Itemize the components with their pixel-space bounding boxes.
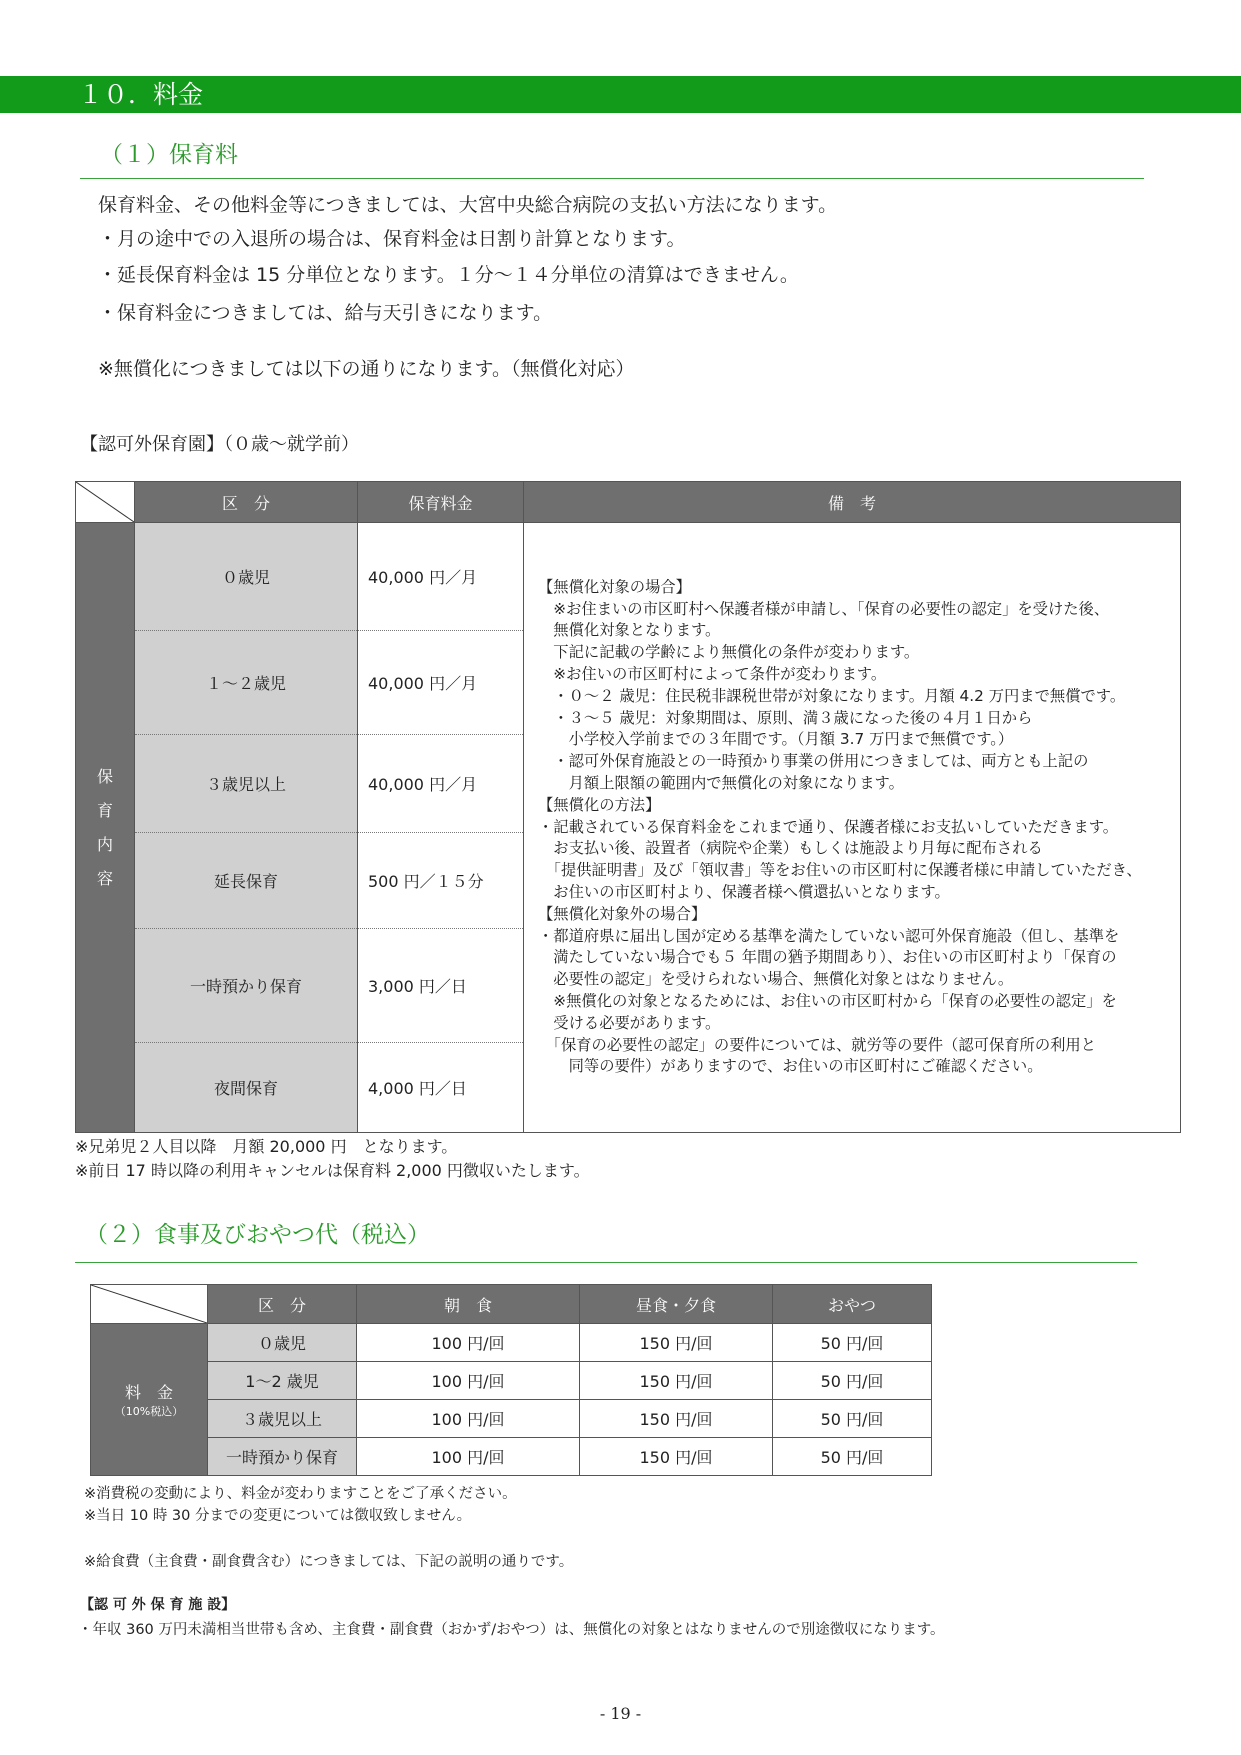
row-category: ３歳児以上 [135,735,358,833]
row-snack: 50 円/回 [773,1362,932,1400]
bullet-3: ・保育料金につきましては、給与天引きになります。 [98,302,553,324]
tax-note: ※消費税の変動により、料金が変わりますことをご了承ください。 [84,1486,517,1502]
diagonal-cell [76,482,135,523]
row-category: １～２歳児 [135,631,358,735]
diagonal-line [91,1285,207,1323]
facility-note: ・年収 360 万円未満相当世帯も含め、主食費・副食費（おかず/おやつ）は、無償化の対象とはなりませんので別途徴収になります。 [78,1622,945,1638]
section-title: １０．料金 [78,80,204,109]
row-category: 一時預かり保育 [208,1438,357,1476]
header-snack: おやつ [773,1285,932,1324]
row-category: 延長保育 [135,833,358,929]
row-lunch: 150 円/回 [580,1400,773,1438]
cancel-note: ※前日 17 時以降の利用キャンセルは保育料 2,000 円徴収いたします。 [75,1161,590,1180]
side-label: 保 育 内 容 [76,523,135,1133]
sibling-note: ※兄弟児２人目以降 月額 20,000 円 となります。 [75,1137,458,1156]
row-fee: 4,000 円／日 [358,1043,524,1133]
row-category: ０歳児 [208,1324,357,1362]
row-category: 1～2 歳児 [208,1362,357,1400]
row-fee: 40,000 円／月 [358,523,524,631]
row-lunch: 150 円/回 [580,1324,773,1362]
divider [75,1262,1137,1263]
row-fee: 40,000 円／月 [358,631,524,735]
header-category: 区 分 [135,482,358,523]
row-breakfast: 100 円/回 [357,1362,580,1400]
section-header-bar [0,76,1241,113]
row-snack: 50 円/回 [773,1400,932,1438]
divider [80,178,1144,179]
meal-table [90,1284,932,1476]
row-category: 一時預かり保育 [135,929,358,1043]
row-snack: 50 円/回 [773,1324,932,1362]
header-breakfast: 朝 食 [357,1285,580,1324]
diagonal-cell [91,1285,208,1324]
subsection-title-fees: （１）保育料 [100,142,238,168]
facility-label: 【認 可 外 保 育 施 設】 [80,1597,236,1613]
page-number: - 19 - [599,1704,642,1723]
subsection-title-meals: （２）食事及びおやつ代（税込） [85,1222,430,1248]
row-breakfast: 100 円/回 [357,1438,580,1476]
header-remarks: 備 考 [524,482,1181,523]
row-lunch: 150 円/回 [580,1362,773,1400]
row-fee: 3,000 円／日 [358,929,524,1043]
side-label: 料 金 （10%税込） [91,1324,208,1476]
row-fee: 500 円／１５分 [358,833,524,929]
remarks-cell: 【無償化対象の場合】 ※お住まいの市区町村へ保護者様が申請し、「保育の必要性の認定」を受けた後、 無償化対象となります。 下記に記載の学齢により無償化の条件が変わります。 ※お住いの市区町村によって条件が変わります。 ・０～２ 歳児：住民税非課税世帯が対象になります。月額 4.2 万円まで無償です。 ・３～５ 歳児：対象期間は、原則、満３歳になった後の４月１日から 小学校入学前までの３年間です。（月額 3.7 万円まで無償です。） ・認可外保育施設との一時預かり事業の併用につきましては、両方とも上記の 月額上限額の範囲内で無償化の対象になります。 【無償化の方法】 ・記載されている保育料金をこれまで通り、保護者様にお支払いしていただきます。 お支払い後、設置者（病院や企業）もしくは施設より月毎に配布される 「提供証明書」及び「領収書」等をお住いの市区町村に保護者様に申請していただき、 お住いの市区町村より、保護者様へ償還払いとなります。 【無償化対象外の場合】 ・都道府県に届出し国が定める基準を満たしていない認可外保育施設（但し、基準を 満たしていない場合でも５ 年間の猶予期間あり）、お住いの市区町村より「保育の 必要性の認定」を受けられない場合、無償化対象とはなりません。 ※無償化の対象となるためには、お住いの市区町村から「保育の必要性の認定」を 受ける必要があります。 「保育の必要性の認定」の要件については、就労等の要件（認可保育所の利用と 同等の要件）がありますので、お住いの市区町村にご確認ください。 [524,523,1181,1133]
header-fee: 保育料金 [358,482,524,523]
row-category: ０歳児 [135,523,358,631]
row-fee: 40,000 円／月 [358,735,524,833]
meal-cost-note: ※給食費（主食費・副食費含む）につきましては、下記の説明の通りです。 [84,1554,574,1570]
row-breakfast: 100 円/回 [357,1324,580,1362]
row-breakfast: 100 円/回 [357,1400,580,1438]
row-lunch: 150 円/回 [580,1438,773,1476]
intro-text: 保育料金、その他料金等につきましては、大宮中央総合病院の支払い方法になります。 [98,194,838,216]
bullet-1: ・月の途中での入退所の場合は、保育料金は日割り計算となります。 [98,228,686,250]
bullet-2: ・延長保育料金は 15 分単位となります。１分～１４分単位の清算はできません。 [98,264,799,286]
diagonal-line [76,482,134,522]
free-note: ※無償化につきましては以下の通りになります。（無償化対応） [98,358,635,380]
change-note: ※当日 10 時 30 分までの変更については徴収致しません。 [84,1508,472,1524]
row-category: ３歳児以上 [208,1400,357,1438]
row-snack: 50 円/回 [773,1438,932,1476]
header-category: 区 分 [208,1285,357,1324]
header-lunch-dinner: 昼食・夕食 [580,1285,773,1324]
row-category: 夜間保育 [135,1043,358,1133]
table-caption: 【認可外保育園】（０歳～就学前） [80,434,359,455]
fee-table [75,481,1181,1133]
